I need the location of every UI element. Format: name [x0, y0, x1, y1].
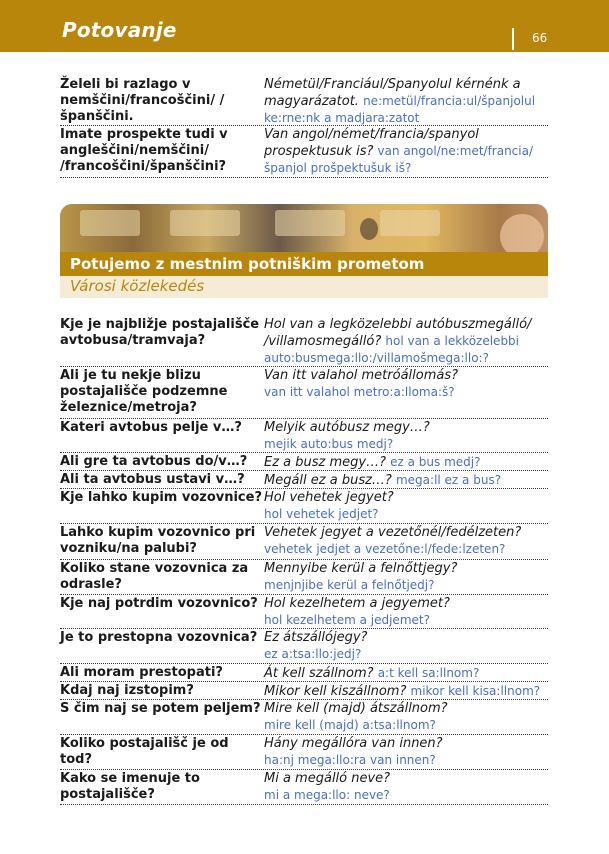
chapter-title: Potovanje — [62, 18, 177, 42]
hungarian-translation — [264, 453, 548, 471]
photo-window — [380, 210, 440, 236]
phrase-row — [60, 453, 548, 471]
phrase-row — [60, 664, 548, 682]
slovenian-phrase: Kje je najbližje postajališče avtobusa/tramvaja? — [60, 317, 260, 348]
hungarian-translation — [264, 629, 548, 663]
slovenian-phrase: Kdaj naj izstopim? — [60, 683, 194, 698]
hungarian-translation — [264, 126, 548, 177]
phrase-row — [60, 76, 548, 126]
pronunciation: ha:nj mega:llo:ra van innen? — [264, 753, 436, 767]
pronunciation: mejik auto:bus medj? — [264, 437, 394, 451]
phrase-row — [60, 682, 548, 700]
phrase-row — [60, 126, 548, 178]
section-header — [60, 252, 548, 276]
phrase-row — [60, 700, 548, 735]
pronunciation: mikor kell kisa:llnom? — [410, 684, 541, 698]
hungarian-translation — [264, 471, 548, 489]
pronunciation: mire kell (majd) a:tsa:llnom? — [264, 718, 436, 732]
hungarian-translation — [264, 316, 548, 367]
pronunciation: van angol/ne:met/francia/španjol prošpektušuk iš? — [264, 144, 534, 175]
hungarian-phrase: Melyik autóbusz megy…? — [264, 420, 430, 435]
hungarian-phrase: Hol vehetek jegyet? — [264, 490, 394, 505]
hungarian-phrase: Vehetek jegyet a vezetőnél/fedélzeten? — [264, 525, 522, 540]
pronunciation: hol vehetek jedjet? — [264, 507, 379, 521]
hungarian-phrase: Ez átszállójegy? — [264, 630, 368, 645]
hungarian-translation — [264, 524, 548, 558]
slovenian-phrase: S čim naj se potem peljem? — [60, 701, 261, 716]
hungarian-translation — [264, 700, 548, 734]
slovenian-phrase: Kako se imenuje to postajališče? — [60, 771, 200, 802]
slovenian-phrase: Ali moram prestopati? — [60, 665, 223, 680]
hungarian-phrase: Németül/Franciául/Spanyolul kérnénk a magyarázatot. — [264, 77, 521, 109]
page-number: 66 — [532, 31, 548, 45]
hungarian-phrase: Van angol/német/francia/spanyol prospektusuk is? — [264, 127, 479, 159]
phrase-row — [60, 629, 548, 664]
slovenian-phrase: Lahko kupim vozovnico pri vozniku/na palubi? — [60, 525, 256, 556]
pronunciation: a:t kell sa:llnom? — [377, 666, 480, 680]
phrase-row — [60, 735, 548, 770]
hungarian-translation — [264, 770, 548, 804]
slovenian-phrase: Koliko postajališč je od tod? — [60, 736, 229, 767]
photo-window — [170, 210, 240, 236]
bus-interior-photo — [60, 204, 548, 252]
header-divider — [512, 28, 514, 50]
section-subtitle: Városi közlekedés — [70, 277, 205, 295]
pronunciation: menjnjibe kerül a felnőtjedj? — [264, 578, 435, 592]
hungarian-translation — [264, 735, 548, 769]
phrase-row — [60, 560, 548, 595]
photo-passenger — [500, 214, 544, 252]
pronunciation: hol kezelhetem a jedjemet? — [264, 613, 430, 627]
hungarian-phrase: Át kell szállnom? — [264, 666, 374, 681]
slovenian-phrase: Koliko stane vozovnica za odrasle? — [60, 561, 249, 592]
top-phrase-table — [60, 76, 548, 178]
slovenian-phrase: Ali je tu nekje blizu postajališče podzemne železnice/metroja? — [60, 368, 228, 415]
hungarian-phrase: Mennyibe kerül a felnőttjegy? — [264, 561, 458, 576]
slovenian-phrase: Imate prospekte tudi v angleščini/nemščini/ /francoščini/španščini? — [60, 127, 228, 174]
hungarian-translation — [264, 419, 548, 453]
hungarian-translation — [264, 682, 548, 700]
phrase-row — [60, 595, 548, 629]
page-header — [0, 0, 609, 52]
hungarian-phrase: Hol kezelhetem a jegyemet? — [264, 596, 450, 611]
hungarian-translation — [264, 367, 548, 401]
pronunciation: vehetek jedjet a vezetőne:l/fede:lzeten? — [264, 542, 506, 556]
hungarian-phrase: Mikor kell kiszállnom? — [264, 684, 407, 699]
photo-passenger — [360, 218, 378, 240]
hungarian-phrase: Megáll ez a busz…? — [264, 473, 392, 488]
phrase-row — [60, 489, 548, 524]
hungarian-translation — [264, 76, 548, 127]
hungarian-phrase: Mi a megálló neve? — [264, 771, 391, 786]
hungarian-phrase: Van itt valahol metróállomás? — [264, 368, 459, 383]
phrase-row — [60, 419, 548, 453]
phrase-row — [60, 471, 548, 489]
pronunciation: hol van a lekközelebbi auto:busmega:llo:/villamošmega:llo:? — [264, 334, 520, 365]
photo-window — [80, 210, 140, 236]
pronunciation: mi a mega:llo: neve? — [264, 788, 390, 802]
pronunciation: ne:metül/francia:ul/španjolul ke:rne:nk a madjara:zatot — [264, 94, 536, 125]
section-title: Potujemo z mestnim potniškim prometom — [70, 255, 425, 273]
slovenian-phrase: Kje lahko kupim vozovnice? — [60, 490, 262, 505]
pronunciation: ez a:tsa:llo:jedj? — [264, 647, 362, 661]
phrase-row — [60, 770, 548, 805]
hungarian-phrase: Hány megállóra van innen? — [264, 736, 443, 751]
hungarian-translation — [264, 664, 548, 682]
slovenian-phrase: Želeli bi razlago v nemščini/francoščini/ /španščini. — [60, 77, 225, 124]
slovenian-phrase: Kateri avtobus pelje v…? — [60, 420, 242, 435]
slovenian-phrase: Kje naj potrdim vozovnico? — [60, 596, 258, 611]
phrase-row — [60, 316, 548, 367]
phrase-row — [60, 367, 548, 419]
hungarian-translation — [264, 489, 548, 523]
pronunciation: van itt valahol metro:a:lloma:š? — [264, 385, 455, 399]
hungarian-phrase: Hol van a legközelebbi autóbuszmegálló/ /villamosmegálló? — [264, 317, 532, 349]
slovenian-phrase: Je to prestopna vozovnica? — [60, 630, 258, 645]
hungarian-phrase: Ez a busz megy…? — [264, 455, 386, 470]
pronunciation: mega:ll ez a bus? — [395, 473, 502, 487]
slovenian-phrase: Ali ta avtobus ustavi v…? — [60, 472, 245, 487]
phrase-row — [60, 524, 548, 560]
photo-window — [275, 210, 345, 236]
hungarian-phrase: Mire kell (majd) átszállnom? — [264, 701, 448, 716]
pronunciation: ez a bus medj? — [390, 455, 481, 469]
slovenian-phrase: Ali gre ta avtobus do/v…? — [60, 454, 248, 469]
hungarian-translation — [264, 595, 548, 629]
hungarian-translation — [264, 560, 548, 594]
phrase-table — [60, 316, 548, 805]
